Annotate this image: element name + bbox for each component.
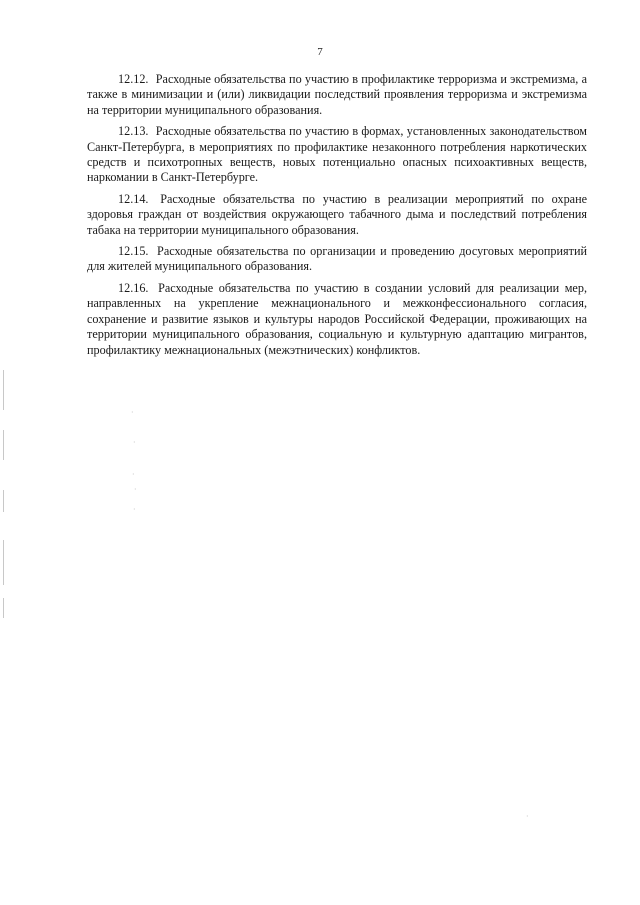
paragraph-number: 12.14. [118,191,149,206]
paragraph-12-16 [87,281,587,358]
scan-margin-marks [3,370,5,620]
document-body [87,72,587,364]
scan-speck: · [526,812,529,821]
paragraph-text: Расходные обязательства по участию в профилактике терроризма и экстремизма, а также в минимизации и (или) ликвидации последствий проявления терроризма и экстремизма на территории муниципального образования. [87,72,588,117]
paragraph-text: Расходные обязательства по участию в формах, установленных законодательством Санкт-Петербурга, в мероприятиях по профилактике незаконного потребления наркотических средств и психотропных веществ, новых потенциально опасных психоактивных веществ, наркомании в Санкт-Петербурге. [87,124,588,185]
scan-speck: · [131,408,134,417]
paragraph-text: Расходные обязательства по участию в реализации мероприятий по охране здоровья граждан от воздействия окружающего табачного дыма и последствий потребления табака на территории муниципального образования. [87,191,588,237]
scan-speck: · [132,470,135,479]
paragraph-number: 12.13. [118,124,149,139]
scan-speck: · [134,485,137,494]
paragraph-12-12 [87,72,587,118]
scan-speck: · [133,505,136,514]
scan-mark [3,540,4,585]
scan-mark [3,370,4,410]
paragraph-number: 12.15. [118,244,149,259]
scan-mark [3,430,4,460]
paragraph-number: 12.16. [118,280,149,295]
paragraph-12-13 [87,124,587,186]
paragraph-12-14 [87,192,587,238]
paragraph-text: Расходные обязательства по участию в создании условий для реализации мер, направленных на укрепление межнационального и межконфессионального согласия, сохранение и развитие языков и культуры народов Российской Федерации, проживающих на территории муниципального образования, социальную и культурную адаптацию мигрантов, профилактику межнациональных (межэтнических) конфликтов. [87,280,587,357]
page-number: 7 [317,46,323,58]
paragraph-12-15 [87,244,587,275]
paragraph-text: Расходные обязательства по организации и проведению досуговых мероприятий для жителей муниципального образования. [87,244,587,274]
scan-mark [3,490,4,512]
scan-speck: · [133,438,136,447]
paragraph-number: 12.12. [118,72,149,86]
scan-mark [3,598,4,618]
